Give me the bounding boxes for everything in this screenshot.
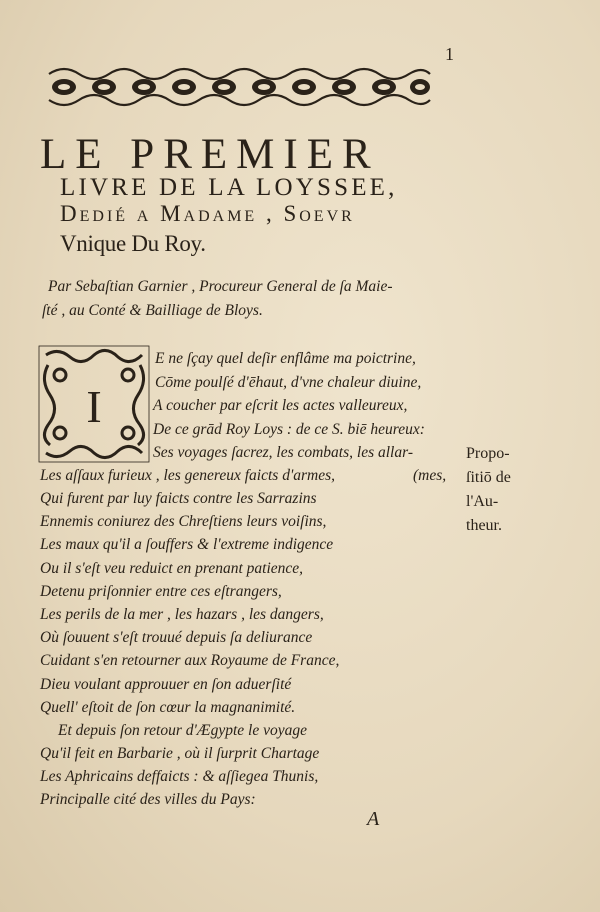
verse-line: Qui furent par luy faicts contre les Sarrazins bbox=[40, 490, 317, 507]
marginal-note-line: Propo- bbox=[466, 445, 510, 462]
verse-line: Ou il s'eſt veu reduict en prenant patience, bbox=[40, 560, 304, 577]
verse-line: Dieu voulant approuuer en ſon aduerſité bbox=[40, 676, 292, 693]
verse-line: Ennemis coniurez des Chreſtiens leurs voiſins, bbox=[40, 513, 327, 530]
title-line-2: LIVRE DE LA LOYSSEE, bbox=[60, 174, 398, 201]
verse-line: De ce grād Roy Loys : de ce S. biē heureux: bbox=[153, 421, 425, 438]
verse-line: Les maux qu'il a ſouffers & l'extreme indigence bbox=[40, 536, 334, 553]
turnover-word: (mes, bbox=[413, 467, 447, 484]
verse-line: Les Aphricains deffaicts : & aſſiegea Thunis, bbox=[40, 768, 319, 785]
verse-line: Cōme poulſé d'ēhaut, d'vne chaleur diuine, bbox=[155, 374, 422, 391]
byline-line-2: ſté , au Conté & Bailliage de Bloys. bbox=[42, 302, 263, 319]
verse-line: Ses voyages ſacrez, les combats, les allar- bbox=[153, 444, 413, 461]
title-line-4: Vnique Du Roy. bbox=[60, 231, 206, 256]
verse-line: Principalle cité des villes du Pays: bbox=[40, 791, 256, 808]
marginal-note bbox=[466, 442, 576, 538]
page-number: 1 bbox=[445, 44, 454, 64]
dropcap-letter: I bbox=[86, 381, 102, 432]
verse-line: Les aſſaux furieux , les genereux faicts d'armes, bbox=[40, 467, 336, 484]
verse-line: Cuidant s'en retourner aux Royaume de France, bbox=[40, 652, 340, 669]
title-line-1: LE PREMIER bbox=[40, 131, 380, 178]
headpiece-ornament bbox=[44, 64, 434, 110]
verse-line: Et depuis ſon retour d'Ægypte le voyage bbox=[58, 722, 307, 739]
verse-line: E ne ſçay quel deſir enflâme ma poictrine, bbox=[155, 350, 416, 367]
marginal-note-line: ſitiō de bbox=[466, 469, 511, 486]
marginal-note-line: l'Au- bbox=[466, 493, 499, 510]
verse-line: Où ſouuent s'eſt trouué depuis ſa deliurance bbox=[40, 629, 313, 646]
verse-line: Les perils de la mer , les hazars , les dangers, bbox=[40, 606, 324, 623]
verse-line: Qu'il feit en Barbarie , où il ſurprit Chartage bbox=[40, 745, 320, 762]
ornamental-initial bbox=[38, 345, 150, 463]
catchword: A bbox=[367, 808, 380, 830]
title-line-3: Dedié a Madame , Soevr bbox=[60, 201, 355, 226]
verse-line: Detenu priſonnier entre ces eſtrangers, bbox=[40, 583, 282, 600]
byline-line-1: Par Sebaſtian Garnier , Procureur General de ſa Maie- bbox=[48, 278, 393, 295]
marginal-note-line: theur. bbox=[466, 517, 502, 534]
verse-line: Quell' eſtoit de ſon cœur la magnanimité. bbox=[40, 699, 296, 716]
verse-line: A coucher par eſcrit les actes valleureux, bbox=[153, 397, 408, 414]
